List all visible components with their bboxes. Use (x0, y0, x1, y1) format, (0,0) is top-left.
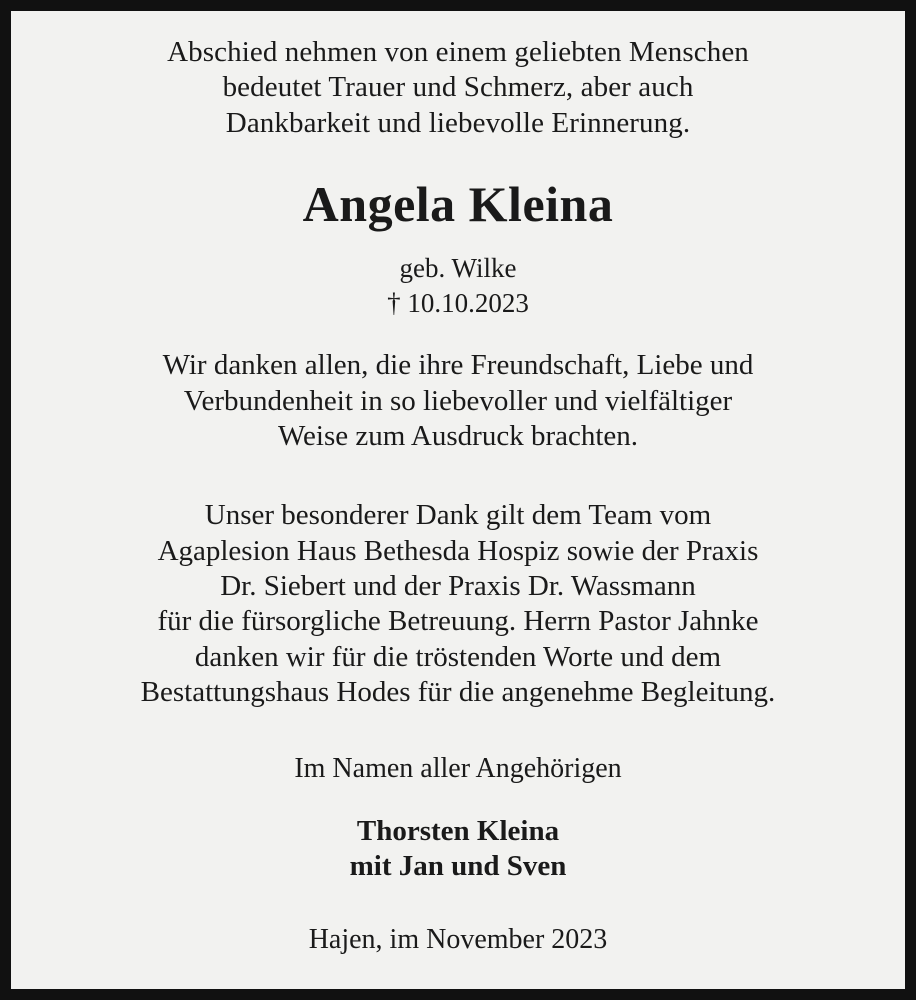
intro-line: Dankbarkeit und liebevolle Erinnerung. (225, 106, 691, 139)
thanks-paragraph (163, 348, 754, 454)
place-and-date: Hajen, im November 2023 (308, 924, 608, 956)
intro-verse (167, 35, 749, 141)
family-statement: Im Namen aller Angehörigen (294, 752, 622, 784)
special-thanks-line: Unser besonderer Dank gilt dem Team vom (204, 499, 712, 532)
signer-line: Thorsten Kleina (356, 814, 560, 847)
intro-line: bedeutet Trauer und Schmerz, aber auch (222, 71, 694, 104)
thanks-line: Weise zum Ausdruck brachten. (277, 419, 639, 452)
thanks-line: Verbundenheit in so liebevoller und vielfältiger (183, 384, 733, 417)
maiden-name: geb. Wilke (399, 253, 517, 284)
special-thanks-line: Agaplesion Haus Bethesda Hospiz sowie der Praxis (157, 534, 759, 567)
special-thanks-line: Bestattungshaus Hodes für die angenehme Begleitung. (140, 676, 776, 709)
death-date: † 10.10.2023 (387, 288, 529, 319)
intro-line: Abschied nehmen von einem geliebten Menschen (167, 36, 749, 68)
special-thanks-line: danken wir für die tröstenden Worte und dem (194, 640, 722, 673)
special-thanks-line: für die fürsorgliche Betreuung. Herrn Pastor Jahnke (157, 605, 759, 638)
signer-line: mit Jan und Sven (349, 849, 567, 882)
special-thanks-paragraph (141, 498, 776, 710)
signers (350, 814, 567, 885)
special-thanks-line: Dr. Siebert und der Praxis Dr. Wassmann (220, 570, 696, 602)
deceased-name: Angela Kleina (302, 176, 614, 233)
thanks-line: Wir danken allen, die ihre Freundschaft, Liebe und (162, 349, 754, 382)
